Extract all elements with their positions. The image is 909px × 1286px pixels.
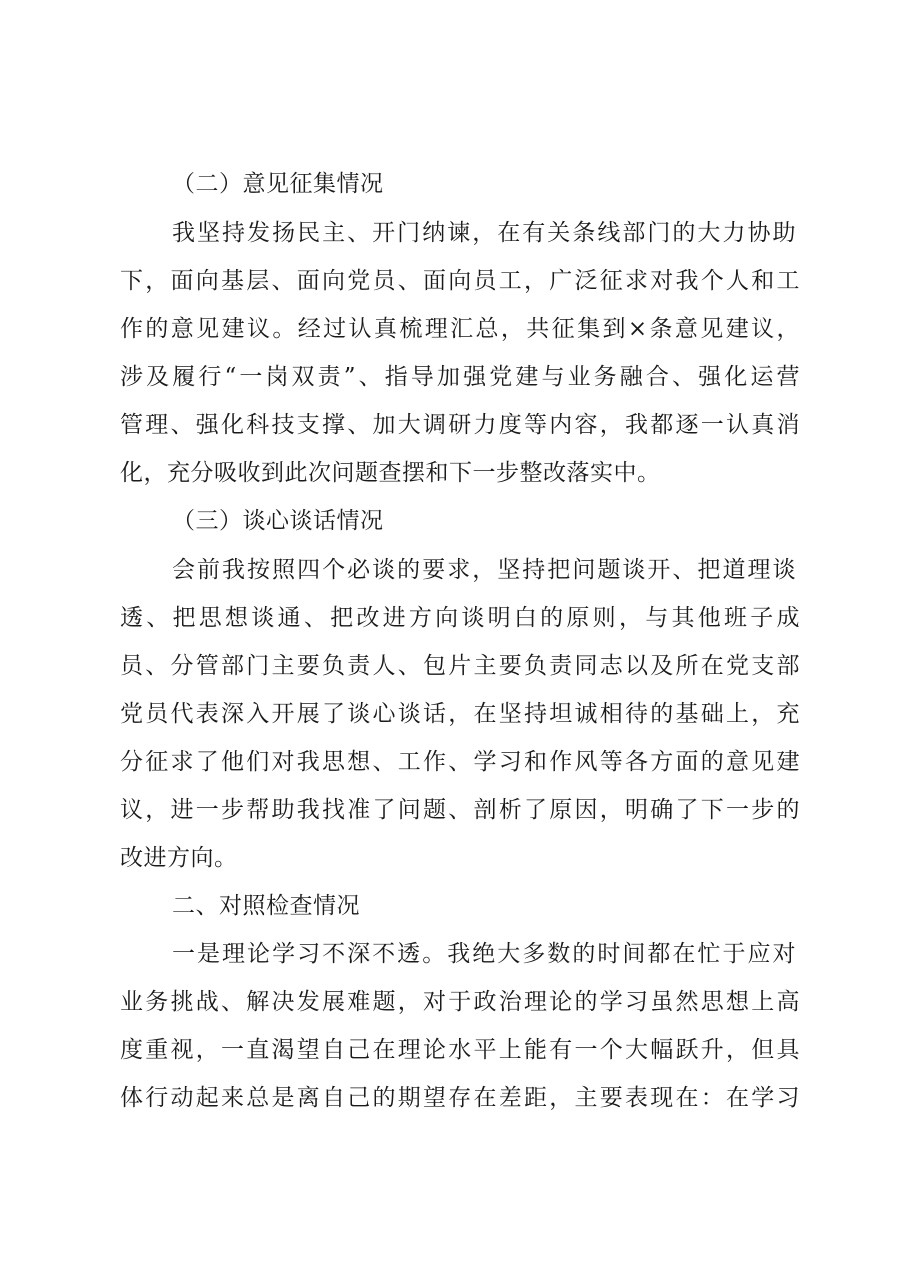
paragraph-line: 度重视，一直渴望自己在理论水平上能有一个大幅跃升，但具	[120, 1037, 800, 1063]
paragraph-line: 涉及履行“一岗双责”、指导加强党建与业务融合、强化运营	[120, 364, 800, 390]
paragraph-line: 议，进一步帮助我找准了问题、剖析了原因，明确了下一步的	[120, 797, 800, 823]
paragraph-line: 党员代表深入开展了谈心谈话，在坚持坦诚相待的基础上，充	[120, 701, 800, 727]
paragraph-line: 作的意见建议。经过认真梳理汇总，共征集到×条意见建议，	[120, 316, 800, 342]
paragraph-line: 下，面向基层、面向党员、面向员工，广泛征求对我个人和工	[120, 268, 800, 294]
section-heading-heart-to-heart-talks: （三）谈心谈话情况	[172, 508, 384, 534]
paragraph-line: 会前我按照四个必谈的要求，坚持把问题谈开、把道理谈	[172, 557, 796, 583]
paragraph-line: 一是理论学习不深不透。我绝大多数的时间都在忙于应对	[172, 941, 796, 967]
paragraph-line: 化，充分吸收到此次问题查摆和下一步整改落实中。	[120, 460, 661, 486]
section-heading-opinion-collection: （二）意见征集情况	[172, 171, 384, 197]
paragraph-line: 员、分管部门主要负责人、包片主要负责同志以及所在党支部	[120, 653, 800, 679]
paragraph-line: 业务挑战、解决发展难题，对于政治理论的学习虽然思想上高	[120, 989, 800, 1015]
paragraph-line: 分征求了他们对我思想、工作、学习和作风等各方面的意见建	[120, 749, 800, 775]
paragraph-line: 我坚持发扬民主、开门纳谏，在有关条线部门的大力协助	[172, 220, 796, 246]
paragraph-line: 改进方向。	[120, 845, 238, 871]
section-heading-comparison-check: 二、对照检查情况	[172, 893, 360, 919]
paragraph-line: 透、把思想谈通、把改进方向谈明白的原则，与其他班子成	[120, 605, 800, 631]
paragraph-line: 体行动起来总是离自己的期望存在差距，主要表现在：在学习	[120, 1085, 800, 1111]
paragraph-line: 管理、强化科技支撑、加大调研力度等内容，我都逐一认真消	[120, 412, 800, 438]
